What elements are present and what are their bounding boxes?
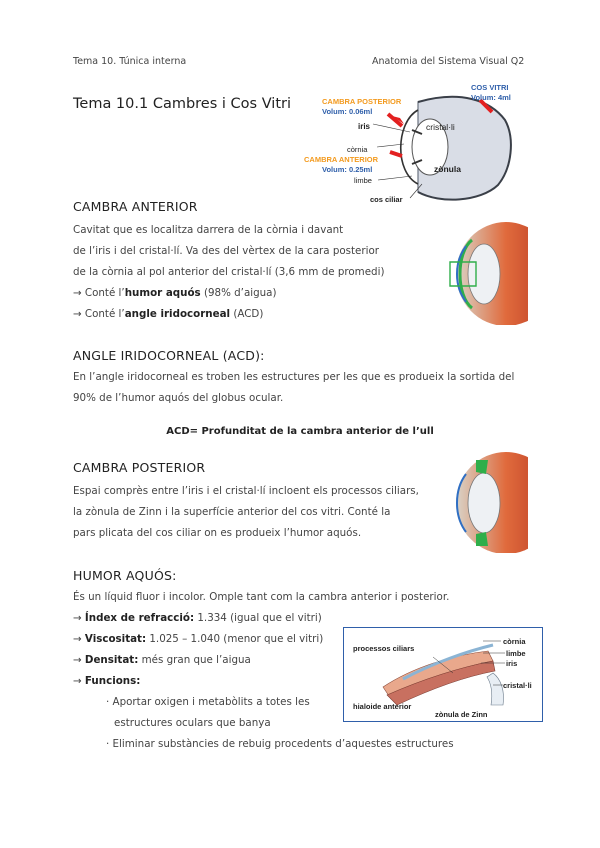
label-cos-vitri: COS VITRI bbox=[471, 83, 509, 92]
cambra-posterior-line2: la zònula de Zinn i la superfície anterior del cos vitri. Conté la bbox=[73, 506, 391, 518]
label-iris: iris bbox=[358, 122, 371, 131]
acd-definition: ACD= Profunditat de la cambra anterior de l’ull bbox=[166, 426, 434, 437]
humor-item-index: → Índex de refracció: 1.334 (igual que el vitri) bbox=[73, 612, 322, 624]
funcio-2: · Eliminar substàncies de rebuig procedents d’aquestes estructures bbox=[106, 738, 454, 750]
heading-cambra-posterior: CAMBRA POSTERIOR bbox=[73, 460, 206, 475]
page-title: Tema 10.1 Cambres i Cos Vitri bbox=[73, 96, 291, 112]
label-volum-anterior: Volum: 0.25ml bbox=[322, 165, 373, 174]
cambra-anterior-item1: → Conté l’humor aquós (98% d’aigua) bbox=[73, 287, 277, 299]
header-right: Anatomia del Sistema Visual Q2 bbox=[372, 56, 525, 67]
label-cornia-4: còrnia bbox=[503, 637, 526, 646]
funcio-1a: · Aportar oxigen i metabòlits a totes les bbox=[106, 696, 310, 708]
label-iris-4: iris bbox=[506, 659, 518, 668]
label-cristalli-4: cristal·li bbox=[503, 681, 532, 690]
label-cos-ciliar: cos ciliar bbox=[370, 195, 403, 204]
cambra-anterior-line3: de la còrnia al pol anterior del cristal·lí (3,6 mm de promedi) bbox=[73, 266, 385, 278]
humor-item-funcions: → Funcions: bbox=[73, 675, 141, 687]
label-zonula: zònula bbox=[434, 164, 461, 174]
heading-humor-aquos: HUMOR AQUÓS: bbox=[73, 568, 177, 583]
funcio-1b: estructures oculars que banya bbox=[114, 717, 271, 729]
label-cambra-posterior: CAMBRA POSTERIOR bbox=[322, 97, 402, 106]
humor-item-densitat: → Densitat: més gran que l’aigua bbox=[73, 654, 251, 666]
header-left: Tema 10. Túnica interna bbox=[73, 56, 187, 67]
angle-line2: 90% de l’humor aquós del globus ocular. bbox=[73, 392, 284, 404]
label-limbe-4: limbe bbox=[506, 649, 526, 658]
ciliary-processes-diagram bbox=[343, 627, 543, 722]
label-hialoide: hialoide anterior bbox=[353, 702, 412, 711]
cambra-anterior-line1: Cavitat que es localitza darrera de la còrnia i davant bbox=[73, 224, 344, 236]
label-processos-ciliars: processos ciliars bbox=[353, 644, 415, 653]
eye-posterior-chamber-image bbox=[436, 452, 528, 553]
label-cristalli: cristal·li bbox=[426, 122, 455, 132]
heading-cambra-anterior: CAMBRA ANTERIOR bbox=[73, 199, 198, 214]
label-cambra-anterior: CAMBRA ANTERIOR bbox=[304, 155, 379, 164]
cambra-anterior-line2: de l’iris i del cristal·lí. Va des del vèrtex de la cara posterior bbox=[73, 245, 380, 257]
label-volum-vitri: Volum: 4ml bbox=[471, 93, 511, 102]
heading-angle-iridocorneal: ANGLE IRIDOCORNEAL (ACD): bbox=[73, 348, 265, 363]
angle-line1: En l’angle iridocorneal es troben les estructures per les que es produeix la sortida del bbox=[73, 371, 515, 383]
cambra-posterior-line1: Espai comprès entre l’iris i el cristal·lí incloent els processos ciliars, bbox=[73, 485, 419, 497]
cambra-anterior-item2: → Conté l’angle iridocorneal (ACD) bbox=[73, 308, 264, 320]
humor-line1: És un líquid fluor i incolor. Omple tant com la cambra anterior i posterior. bbox=[73, 591, 450, 603]
eye-chambers-diagram bbox=[300, 80, 532, 210]
cambra-posterior-line3: pars plicata del cos ciliar on es produeix l’humor aquós. bbox=[73, 527, 362, 539]
eye-anterior-chamber-image bbox=[436, 222, 528, 325]
label-zonula-zinn: zònula de Zinn bbox=[435, 710, 488, 719]
humor-item-viscositat: → Viscositat: 1.025 – 1.040 (menor que el vitri) bbox=[73, 633, 324, 645]
label-volum-posterior: Volum: 0.06ml bbox=[322, 107, 373, 116]
label-cornia: còrnia bbox=[347, 145, 368, 154]
label-limbe: limbe bbox=[354, 176, 372, 185]
